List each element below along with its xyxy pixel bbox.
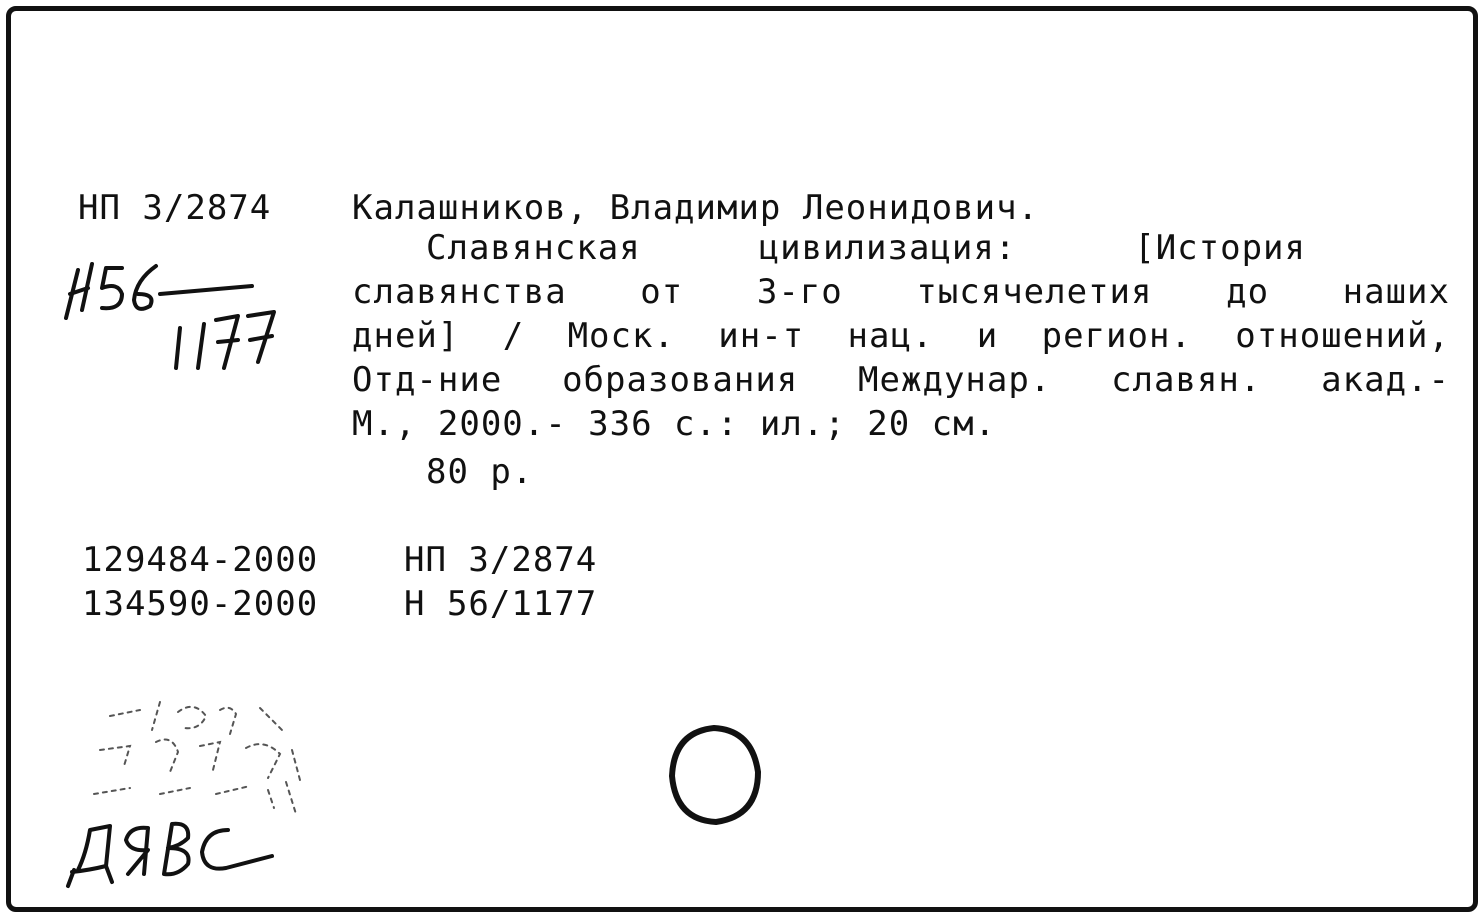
accession-shelfmark-1: НП 3/2874 <box>404 540 598 580</box>
punch-hole <box>664 720 768 832</box>
title-line-1: Славянская цивилизация: [История <box>426 228 1306 268</box>
accession-number-1: 129484-2000 <box>82 540 319 580</box>
imprint-line: М., 2000.- 336 с.: ил.; 20 см. <box>352 404 997 444</box>
author-heading: Калашников, Владимир Леонидович. <box>352 188 1040 228</box>
shelfmark: НП 3/2874 <box>78 188 272 228</box>
title-line-3: дней] / Моск. ин-т нац. и регион. отношений, <box>352 316 1450 356</box>
accession-number-2: 134590-2000 <box>82 584 319 624</box>
handwritten-stamp <box>60 690 330 900</box>
title-line-2: славянства от 3-го тысячелетия до наших <box>352 272 1450 312</box>
accession-shelfmark-2: Н 56/1177 <box>404 584 598 624</box>
handwritten-shelfmark <box>52 258 302 388</box>
price: 80 р. <box>426 452 534 492</box>
title-line-4: Отд-ние образования Междунар. славян. акад.- <box>352 360 1450 400</box>
